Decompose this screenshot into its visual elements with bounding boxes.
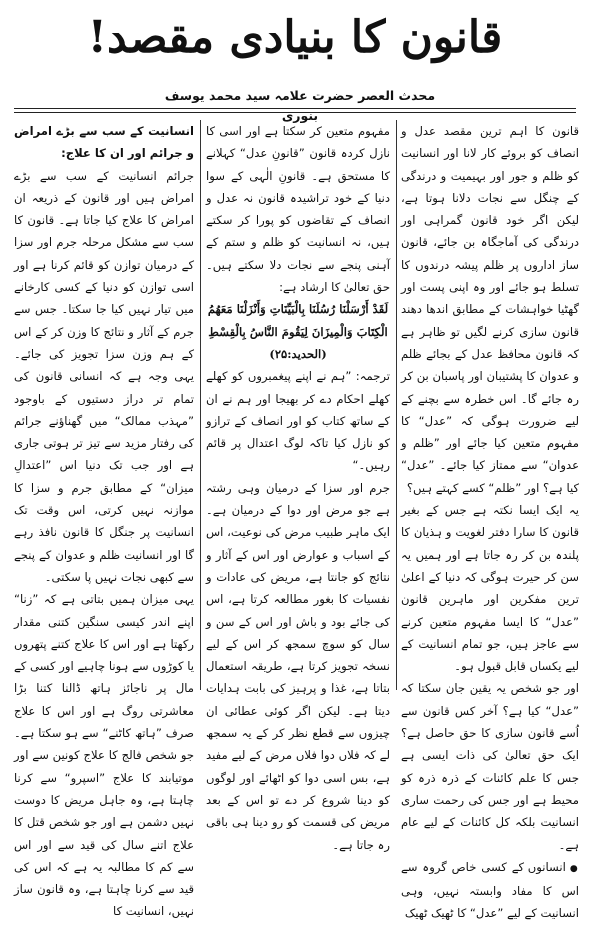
column-separator-left [200, 120, 201, 690]
column-separator-right [396, 120, 397, 690]
header-rule-top [14, 108, 576, 109]
paragraph: یہ ایک ایسا نکتہ ہے جس کے بغیر قانون کا سارا دفتر لغویت و ہذیان کا پلندہ بن کر رہ جاتا ہے اور ہمیں یہ سن کر حیرت ہوگی کہ دنیا کے اعلیٰ ترین مفکرین اور ماہرین قانون ”عدل“ کا ایسا مفہوم متعین کرنے سے عاجز ہیں، جو تمام انسانیت کے لیے یکساں قابل قبول ہو۔ [401, 503, 579, 674]
column-left [14, 120, 194, 919]
paragraph: جرائم انسانیت کے سب سے بڑے امراض ہیں اور قانون کے ذریعہ ان امراض کا علاج کیا جاتا ہے۔ قانون کا سب سے مشکل مرحلہ جرم اور سزا کے درمیان توازن کو قائم کرنا ہے اور اسی توازن کو دنیا کے کسی کارخانے میں تیار نہیں کیا جا سکتا۔ جس سے جرم کے آثار و نتائج کا وزن کر کے اس کے ہم وزن سزا تجویز کی جائے۔ یہی وجہ ہے کہ انسانی قانون کی تمام تر دراز دستیوں کے باوجود ”مہذب ممالک“ میں گھناؤنے جرائم کی رفتار مزید سے تیز تر ہوتی جاری ہے اور جب تک دنیا اس ”اعتدالِ میزان“ کے مطابق جرم و سزا کا موازنہ نہیں کرتی، اس وقت تک انسانیت پر جنگل کا قانون نافذ رہے گا اور انسانیت ظلم و عدوان کے پنجے سے کبھی نجات نہیں پا سکتی۔ [14, 168, 194, 584]
article-byline: محدث العصر حضرت علامہ سید محمد یوسف بنوری [164, 88, 436, 123]
paragraph: یہی میزان ہمیں بتاتی ہے کہ ”زنا“ اپنے اندر کیسی سنگین کتنی مقدار رکھتا ہے اور اس کا علاج کتنے پتھروں یا کوڑوں سے ہونا چاہیے اور کسی کے مال پر ناجائز ہاتھ ڈالنا کتنا بڑا معاشرتی روگ ہے اور اس کا علاج صرف ”ہاتھ کاٹنے“ سے ہو سکتا ہے۔ جو شخص فالج کا علاج کونین سے اور موتیابند کا علاج ”اسپرو“ سے کرنا چاہتا ہے، وہ جاہل مریض کا دوست نہیں دشمن ہے اور جو شخص قتل کا علاج اتنے سال کی قید سے اور اس سے کم کا مطالبہ یہ ہے کہ اس کی قید سے کرنا چاہتا ہے، وہ قانون ساز نہیں، انسانیت کا [14, 592, 194, 919]
quran-verse: لَقَدْ أَرْسَلْنَا رُسُلَنَا بِالْبَيِّنَاتِ وَأَنْزَلْنَا مَعَهُمُ الْكِتَابَ وَالْمِيزَانَ لِيَقُومَ النَّاسُ بِالْقِسْطِ (الحدید:۲۵) [207, 302, 389, 361]
section-heading: انسانیت کے سب سے بڑے امراض و جرائم اور ان کا علاج: [14, 124, 194, 161]
paragraph: جرم اور سزا کے درمیان وہی رشتہ ہے جو مرض اور دوا کے درمیان ہے۔ ایک ماہر طبیب مرض کی نوعیت، اس کے اسباب و عوارض اور اس کے آثار و نتائج کو جانتا ہے، مریض کی عادات و نفسیات کا بغور مطالعہ کرتا ہے، اس کی جائے بود و باش اور اس کے سن و سال کو سوچ سمجھ کر اس کے لیے نسخہ تجویز کرتا ہے، طریقہ استعمال بتاتا ہے، غذا و پرہیز کی بابت ہدایات دیتا ہے۔ لیکن اگر کوئی عطائی ان چیزوں سے قطع نظر کر کے یہ سمجھ لے کہ فلاں دوا فلاں مرض کے لیے مفید ہے، بس اسی دوا کو اٹھائے اور لوگوں کو دینا شروع کر دے تو اس کے بعد مریض کی قسمت کو رو دینا ہی باقی رہ جاتا ہے۔ [206, 480, 390, 852]
header-rule-bottom [14, 112, 576, 113]
paragraph: اور جو شخص یہ یقین جان سکتا کہ ”عدل“ کیا ہے؟ آخر کس قانون سے اُسے قانون سازی کا حق حاصل ہے؟ ایک حق تعالیٰ کی ذات ایسی ہے جس کا علم کائنات کے ذرہ ذرہ کو محیط ہے اور جس کی رحمت ساری انسانیت بلکہ کل کائنات کے لیے عام ہے۔ [401, 681, 579, 852]
column-right [401, 120, 579, 921]
column-middle [206, 120, 390, 852]
paragraph: مفہوم متعین کر سکتا ہے اور اسی کا نازل کردہ قانون ”قانونِ عدل“ کہلانے کا مستحق ہے۔ قانونِ الٰہی کے سوا دنیا کے خود تراشیدہ قانون نہ عدل و انصاف کے تقاضوں کو پورا کر سکتے ہیں، نہ انسانیت کو ظلم و ستم کے آہنی پنجے سے نجات دلا سکتے ہیں۔ حق تعالیٰ کا ارشاد ہے: [206, 124, 390, 295]
paragraph: قانون کا اہم ترین مقصد عدل و انصاف کو بروئے کار لانا اور انسانیت کو ظلم و جور اور بہیمیت و درندگی کے چنگل سے نجات دلانا ہوتا ہے، لیکن اگر خود قانون گمراہی اور درندگی کی آماجگاہ بن جائے، قانون ساز اداروں پر ظلم پیشہ درندوں کا تسلط ہو جائے اور وہ اپنی پست اور گھٹیا خواہشات کے مطابق اندھا دھند قانون سازی کرنے لگیں تو ظاہر ہے کہ قانون محافظ عدل کے بجائے ظلم و عدوان کا پشتیبان اور پاسبان بن کر رہ جائے گا۔ اس خطرہ سے بچنے کے لیے ضرورت ہوگی کہ ”عدل“ کا مفہوم متعین کیا جائے اور ”ظلم و عدوان“ سے ممتاز کیا جائے۔ ”عدل“ کیا ہے؟ اور ”ظلم“ کسے کہتے ہیں؟ [401, 124, 579, 495]
bullet-paragraph: ● انسانوں کے کسی خاص گروہ سے اس کا مفاد وابستہ نہیں، وہی انسانیت کے لیے ”عدل“ کا ٹھیک ٹھیک [401, 856, 579, 925]
article-title: قانون کا بنیادی مقصد! [87, 12, 503, 63]
translation-paragraph: ترجمہ: ”ہم نے اپنے پیغمبروں کو کھلے کھلے احکام دے کر بھیجا اور ہم نے ان کے ساتھ کتاب کو اور انصاف کے ترازو کو نازل کیا تاکہ لوگ اعتدال پر قائم رہیں۔“ [206, 369, 390, 473]
